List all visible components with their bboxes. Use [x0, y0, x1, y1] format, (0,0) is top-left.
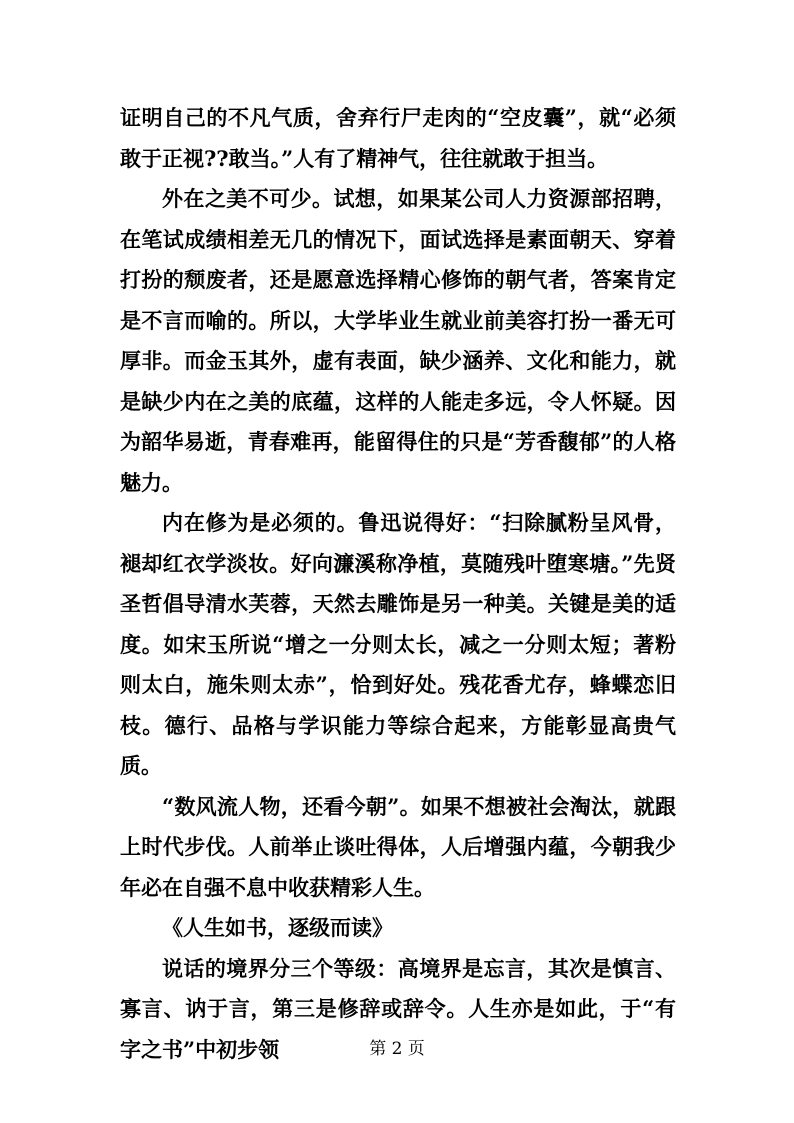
page-number: 第 2 页 — [369, 1039, 425, 1059]
document-body — [120, 98, 676, 1070]
paragraph-speech-levels: 说话的境界分三个等级：高境界是忘言，其次是慎言、寡言、讷于言，第三是修辞或辞令。人生亦是如此，于“有字之书”中初步领 — [120, 955, 676, 1062]
section-title: 《人生如书，逐级而读》 — [162, 915, 393, 940]
paragraph-continuation: 证明自己的不凡气质，舍弃行尸走肉的“空皮囊”，就“必须敢于正视??敢当。”人有了精神气，往往就敢于担当。 — [120, 105, 676, 171]
paragraph-outer-beauty: 外在之美不可少。试想，如果某公司人力资源部招聘，在笔试成绩相差无几的情况下，面试选择是素面朝天、穿着打扮的颓废者，还是愿意选择精心修饰的朝气者，答案肯定是不言而喻的。所以，大学毕业生就业前美容打扮一番无可厚非。而金玉其外，虚有表面，缺少涵养、文化和能力，就是缺少内在之美的底蕴，这样的人能走多远，令人怀疑。因为韶华易逝，青春难再，能留得住的只是“芳香馥郁”的人格魅力。 — [120, 186, 676, 495]
paragraph-conclusion: “数风流人物，还看今朝”。如果不想被社会淘汰，就跟上时代步伐。人前举止谈吐得体，人后增强内蕴，今朝我少年必在自强不息中收获精彩人生。 — [120, 793, 676, 900]
paragraph-inner-cultivation: 内在修为是必须的。鲁迅说得好：“扫除腻粉呈风骨，褪却红衣学淡妆。好向濂溪称净植，莫随残叶堕寒塘。”先贤圣哲倡导清水芙蓉，天然去雕饰是另一种美。关键是美的适度。如宋玉所说“增之一分则太长，减之一分则太短；著粉则太白，施朱则太赤”，恰到好处。残花香尤存，蜂蝶恋旧枝。德行、品格与学识能力等综合起来，方能彰显高贵气质。 — [120, 510, 676, 778]
